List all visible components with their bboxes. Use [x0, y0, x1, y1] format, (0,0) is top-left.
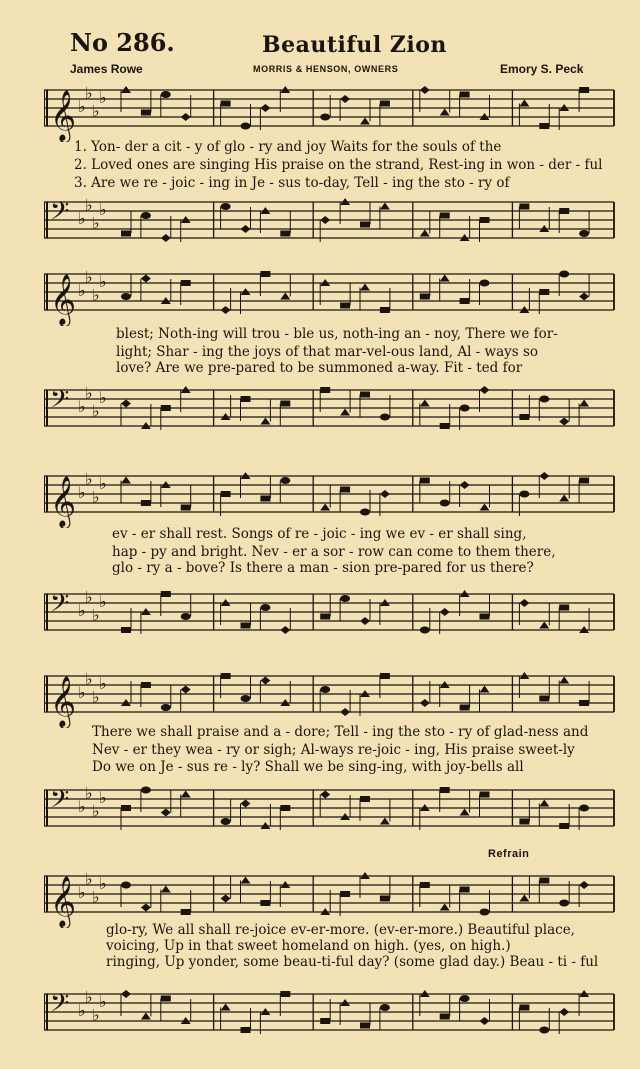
shape-note: [519, 100, 529, 126]
shape-note: [221, 101, 231, 126]
shape-note: [539, 604, 549, 629]
treble-staff: [44, 868, 616, 928]
lyric-line: 1. Yon- der a cit - y of glo - ry and joy Waits for the souls of the: [74, 139, 502, 155]
flat-icon: ♭: [85, 83, 93, 103]
refrain-label: Refrain: [488, 848, 530, 860]
lyric-line: Nev - er they wea - ry or sigh; Al-ways re-joic - ing, His praise sweet-ly: [92, 742, 575, 758]
lyric-line: glo-ry, We all shall re-joice ev-er-more. (ev-er-more.) Beautiful place,: [106, 922, 575, 938]
shape-note: [380, 1004, 390, 1030]
shape-note: [280, 275, 290, 300]
flat-icon: ♭: [92, 1005, 100, 1025]
shape-note: [161, 91, 171, 117]
shape-note: [420, 400, 430, 426]
flat-icon: ♭: [99, 200, 107, 219]
flat-icon: ♭: [92, 605, 100, 625]
lyric-line: light; Shar - ing the joys of that mar-vel-ous land, Al - ways so: [116, 344, 539, 360]
shape-note: [440, 91, 450, 116]
shape-note: [460, 791, 470, 816]
shape-note: [141, 275, 151, 301]
shape-note: [539, 800, 549, 826]
shape-note: [360, 203, 370, 228]
shape-note: [579, 400, 589, 426]
shape-note: [480, 486, 490, 511]
flat-icon: ♭: [85, 669, 93, 689]
shape-note: [340, 487, 350, 512]
shape-note: [380, 101, 390, 126]
shape-note: [181, 791, 191, 817]
flat-icon: ♭: [85, 869, 93, 889]
shape-note: [260, 604, 270, 630]
shape-note: [460, 686, 470, 711]
shape-note: [221, 203, 231, 229]
treble-staff: [44, 668, 616, 728]
lyric-line: ringing, Up yonder, some beau-ti-ful day? (some glad day.) Beau - ti - ful: [106, 954, 599, 970]
shape-note: [161, 886, 171, 912]
lyric-line: 3. Are we re - joic - ing in Je - sus to-day, Tell - ing the sto - ry of: [74, 175, 510, 191]
flat-icon: ♭: [92, 687, 100, 707]
lyric-line: voicing, Up in that sweet homeland on high. (yes, on high.): [106, 938, 511, 954]
flat-icon: ♭: [99, 874, 107, 893]
flat-icon: ♭: [85, 783, 93, 803]
shape-note: [141, 886, 151, 912]
bass-staff: [44, 194, 616, 254]
shape-note: [380, 203, 390, 229]
treble-staff: [44, 82, 616, 142]
shape-note: [460, 995, 470, 1021]
shape-note: [480, 686, 490, 712]
shape-note: [141, 995, 151, 1020]
shape-note: [460, 92, 470, 117]
shape-note: [161, 996, 171, 1021]
shape-note: [380, 800, 390, 825]
shape-note: [141, 91, 151, 116]
shape-note: [320, 486, 330, 511]
shape-note: [559, 677, 569, 703]
hymn-number: No 286.: [70, 28, 175, 57]
credits-line: [0, 62, 640, 78]
shape-note: [420, 275, 430, 300]
shape-note: [241, 800, 251, 826]
shape-note: [519, 877, 529, 902]
shape-note: [181, 686, 191, 712]
bass-clef-icon: 𝄢: [50, 385, 70, 420]
shape-note: [539, 677, 549, 702]
shape-note: [260, 400, 270, 425]
shape-note: [320, 791, 330, 817]
lyric-line: 2. Loved ones are singing His praise on the strand, Rest-ing in won - der - ful: [74, 157, 603, 173]
lyric-line: glo - ry a - bove? Is there a man - sion pre-pared for us there?: [112, 560, 534, 576]
flat-icon: ♭: [78, 883, 86, 902]
shape-note: [340, 284, 350, 309]
bass-clef-icon: 𝄢: [50, 197, 70, 232]
flat-icon: ♭: [85, 195, 93, 215]
shape-note: [241, 877, 251, 903]
lyric-line: blest; Noth-ing will trou - ble us, noth-ing an - noy, There we for-: [116, 326, 558, 342]
flat-icon: ♭: [99, 674, 107, 693]
shape-note: [260, 477, 270, 502]
flat-icon: ♭: [78, 1001, 86, 1020]
hymn-title: Beautiful Zion: [262, 32, 447, 58]
flat-icon: ♭: [78, 483, 86, 502]
flat-icon: ♭: [92, 401, 100, 421]
shape-note: [280, 212, 290, 237]
shape-note: [121, 400, 131, 426]
bass-clef-icon: 𝄢: [50, 785, 70, 820]
flat-icon: ♭: [92, 487, 100, 507]
shape-note: [181, 486, 191, 511]
shape-note: [440, 275, 450, 301]
shape-note: [579, 275, 589, 301]
copyright-owners: MORRIS & HENSON, OWNERS: [253, 64, 399, 74]
shape-note: [440, 213, 450, 238]
bass-staff: [44, 586, 616, 646]
flat-icon: ♭: [85, 587, 93, 607]
flat-icon: ♭: [92, 285, 100, 305]
flat-icon: ♭: [99, 88, 107, 107]
shape-note: [241, 604, 251, 629]
shape-note: [221, 877, 231, 903]
flat-icon: ♭: [92, 213, 100, 233]
treble-clef-icon: 𝄞: [50, 876, 77, 927]
shape-note: [241, 677, 251, 703]
treble-clef-icon: 𝄞: [50, 90, 77, 141]
lyric-line: hap - py and bright. Nev - er a sor - row can come to them there,: [112, 544, 556, 560]
treble-clef-icon: 𝄞: [50, 476, 77, 527]
flat-icon: ♭: [78, 797, 86, 816]
shape-note: [221, 1004, 231, 1030]
shape-note: [121, 477, 131, 503]
flat-icon: ♭: [99, 388, 107, 407]
shape-note: [559, 400, 569, 426]
bass-clef-icon: 𝄢: [50, 589, 70, 624]
shape-note: [340, 595, 350, 621]
flat-icon: ♭: [78, 601, 86, 620]
flat-icon: ♭: [85, 383, 93, 403]
shape-note: [221, 800, 231, 826]
flat-icon: ♭: [92, 801, 100, 821]
bass-staff: [44, 986, 616, 1046]
shape-note: [161, 686, 171, 712]
shape-note: [480, 595, 490, 620]
shape-note: [559, 477, 569, 502]
shape-note: [280, 477, 290, 503]
lyric-line: There we shall praise and a - dore; Tell - ing the sto - ry of glad-ness and: [92, 724, 589, 740]
lyricist: James Rowe: [70, 62, 143, 76]
shape-note: [121, 212, 131, 237]
flat-icon: ♭: [78, 683, 86, 702]
shape-note: [320, 595, 330, 620]
shape-note: [121, 275, 131, 301]
shape-note: [320, 686, 330, 712]
shape-note: [181, 595, 191, 621]
flat-icon: ♭: [85, 987, 93, 1007]
shape-note: [420, 478, 430, 503]
bass-staff: [44, 782, 616, 842]
shape-note: [579, 478, 589, 503]
shape-note: [519, 1005, 529, 1030]
shape-note: [420, 212, 430, 237]
shape-note: [539, 878, 549, 903]
flat-icon: ♭: [99, 592, 107, 611]
treble-staff: [44, 468, 616, 528]
shape-note: [360, 1004, 370, 1029]
flat-icon: ♭: [78, 281, 86, 300]
shape-note: [360, 284, 370, 310]
shape-note: [440, 886, 450, 911]
shape-note: [559, 605, 569, 630]
shape-note: [360, 100, 370, 125]
shape-note: [141, 212, 151, 238]
flat-icon: ♭: [85, 267, 93, 287]
shape-note: [380, 877, 390, 902]
shape-note: [280, 401, 290, 426]
bass-clef-icon: 𝄢: [50, 989, 70, 1024]
shape-note: [360, 392, 370, 417]
shape-note: [161, 791, 171, 817]
shape-note: [460, 887, 470, 912]
flat-icon: ♭: [92, 887, 100, 907]
flat-icon: ♭: [92, 101, 100, 121]
bass-staff: [44, 382, 616, 442]
flat-icon: ♭: [99, 788, 107, 807]
flat-icon: ♭: [78, 209, 86, 228]
flat-icon: ♭: [99, 992, 107, 1011]
flat-icon: ♭: [99, 474, 107, 493]
treble-clef-icon: 𝄞: [50, 676, 77, 727]
flat-icon: ♭: [78, 97, 86, 116]
flat-icon: ♭: [85, 469, 93, 489]
shape-note: [519, 800, 529, 825]
shape-note: [480, 792, 490, 817]
flat-icon: ♭: [99, 272, 107, 291]
lyric-line: ev - er shall rest. Songs of re - joic - ing we ev - er shall sing,: [112, 526, 527, 542]
shape-note: [440, 995, 450, 1020]
shape-note: [579, 212, 589, 238]
shape-note: [519, 204, 529, 229]
flat-icon: ♭: [78, 397, 86, 416]
shape-note: [260, 677, 270, 703]
lyric-line: love? Are we pre-pared to be summoned a-way. Fit - ted for: [116, 360, 523, 376]
treble-clef-icon: 𝄞: [50, 274, 77, 325]
composer: Emory S. Peck: [500, 62, 584, 76]
lyric-line: Do we on Je - sus re - ly? Shall we be sing-ing, with joy-bells all: [92, 759, 524, 775]
treble-staff: [44, 266, 616, 326]
shape-note: [340, 391, 350, 416]
